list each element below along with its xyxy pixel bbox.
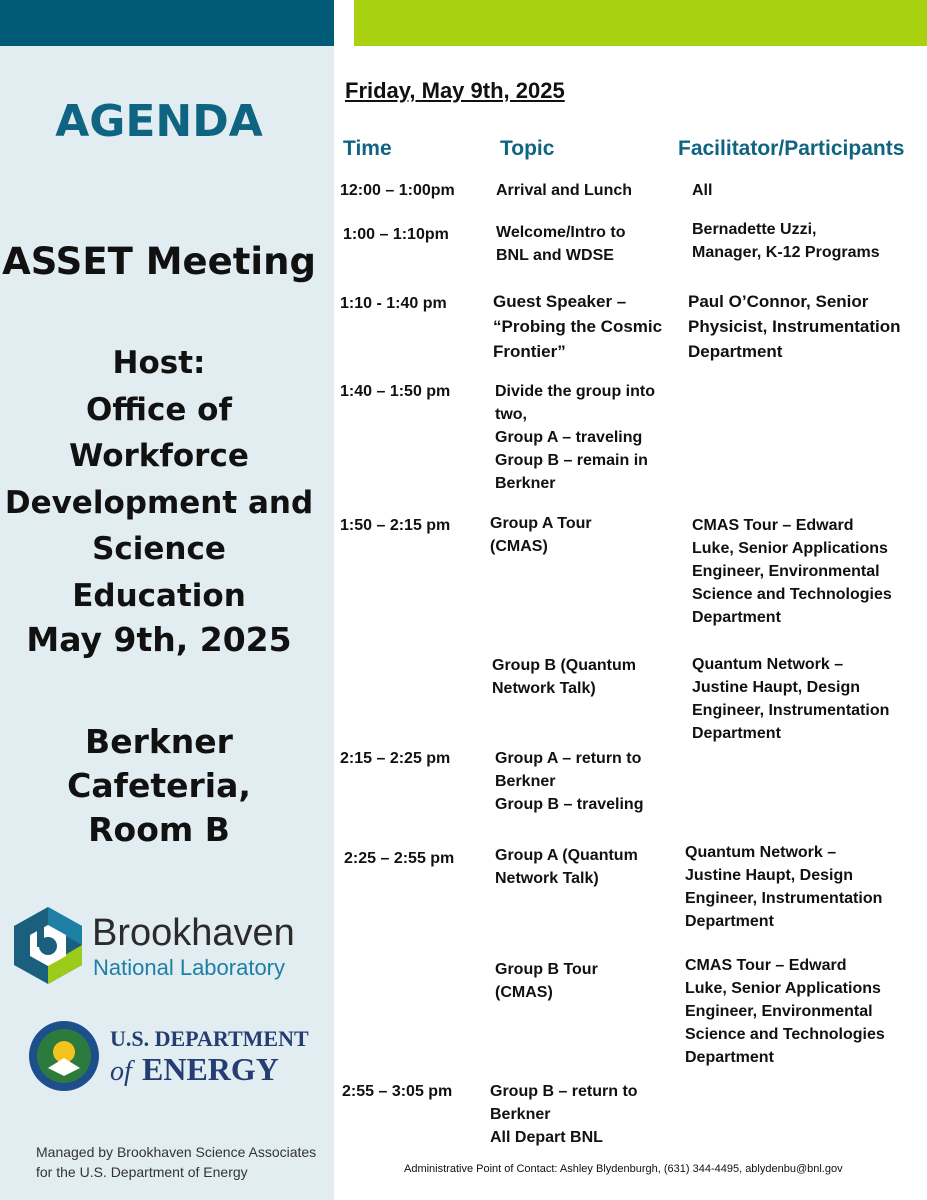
meeting-date: May 9th, 2025 bbox=[26, 620, 292, 659]
top-navy-bar bbox=[0, 0, 334, 46]
managed-line: for the U.S. Department of Energy bbox=[36, 1164, 248, 1180]
row-time: 2:15 – 2:25 pm bbox=[340, 750, 451, 767]
row-topic: Guest Speaker – “Probing the Cosmic Frontier” bbox=[493, 292, 663, 361]
doe-logo-line1: U.S. DEPARTMENT bbox=[110, 1026, 309, 1051]
host-line: Workforce bbox=[69, 438, 249, 474]
row-time: 2:25 – 2:55 pm bbox=[344, 850, 455, 867]
row-topic: Group A Tour (CMAS) bbox=[490, 515, 592, 555]
bnl-logo-subtitle: National Laboratory bbox=[93, 955, 286, 980]
host-line: Office of bbox=[86, 391, 232, 428]
row-facilitator: CMAS Tour – Edward Luke, Senior Applications Engineer, Environmental Science and Technologies Department bbox=[692, 517, 892, 626]
doe-logo-energy: ENERGY bbox=[142, 1051, 279, 1087]
row-topic: Group B – return to Berkner All Depart BNL bbox=[490, 1083, 638, 1146]
row-time: 1:10 - 1:40 pm bbox=[340, 295, 447, 312]
brookhaven-logo bbox=[10, 905, 326, 987]
row-facilitator: Quantum Network – Justine Haupt, Design Engineer, Instrumentation Department bbox=[685, 844, 883, 930]
doe-seal-icon bbox=[29, 1021, 99, 1091]
managed-by-text bbox=[36, 1142, 316, 1182]
agenda-title: AGENDA bbox=[55, 96, 263, 147]
meeting-title: ASSET Meeting bbox=[2, 240, 316, 283]
host-line: Science Education bbox=[72, 531, 246, 614]
row-time: 12:00 – 1:00pm bbox=[340, 182, 455, 199]
contact-footer: Administrative Point of Contact: Ashley Blydenburgh, (631) 344-4495, ablydenbu@bnl.gov bbox=[404, 1163, 843, 1175]
row-topic: Group A (Quantum Network Talk) bbox=[495, 847, 638, 887]
location-line: Berkner Cafeteria, bbox=[67, 722, 251, 805]
row-facilitator: All bbox=[692, 182, 713, 199]
bnl-logo-name: Brookhaven bbox=[92, 912, 295, 954]
host-label: Host: bbox=[112, 345, 206, 381]
row-facilitator: Bernadette Uzzi, Manager, K-12 Programs bbox=[692, 221, 880, 261]
row-topic: Welcome/Intro to BNL and WDSE bbox=[496, 224, 626, 264]
meeting-location bbox=[0, 720, 318, 852]
row-topic: Group B Tour (CMAS) bbox=[495, 961, 598, 1001]
column-header-time: Time bbox=[343, 137, 392, 160]
hexagon-logo-icon bbox=[14, 907, 82, 984]
column-header-facilitator: Facilitator/Participants bbox=[678, 137, 905, 160]
row-time: 1:00 – 1:10pm bbox=[343, 226, 449, 243]
row-time: 1:50 – 2:15 pm bbox=[340, 517, 451, 534]
row-topic: Arrival and Lunch bbox=[496, 182, 633, 199]
location-line: Room B bbox=[88, 810, 230, 849]
row-topic: Group A – return to Berkner Group B – traveling bbox=[495, 750, 644, 813]
host-block bbox=[0, 340, 318, 619]
column-header-topic: Topic bbox=[500, 137, 555, 160]
row-time: 2:55 – 3:05 pm bbox=[342, 1083, 453, 1100]
row-topic: Group B (Quantum Network Talk) bbox=[492, 657, 636, 697]
host-line: Development and bbox=[4, 484, 314, 521]
row-time: 1:40 – 1:50 pm bbox=[340, 383, 451, 400]
agenda-date-heading: Friday, May 9th, 2025 bbox=[345, 78, 565, 103]
row-facilitator: Quantum Network – Justine Haupt, Design Engineer, Instrumentation Department bbox=[692, 656, 890, 742]
doe-logo bbox=[28, 1018, 318, 1094]
doe-logo-of: of bbox=[110, 1056, 132, 1087]
row-topic: Divide the group into two, Group A – traveling Group B – remain in Berkner bbox=[495, 383, 655, 492]
top-green-bar bbox=[354, 0, 927, 46]
row-facilitator: CMAS Tour – Edward Luke, Senior Applications Engineer, Environmental Science and Technologies Department bbox=[685, 957, 885, 1066]
managed-line: Managed by Brookhaven Science Associates bbox=[36, 1144, 317, 1160]
row-facilitator: Paul O’Connor, Senior Physicist, Instrumentation Department bbox=[688, 292, 901, 361]
